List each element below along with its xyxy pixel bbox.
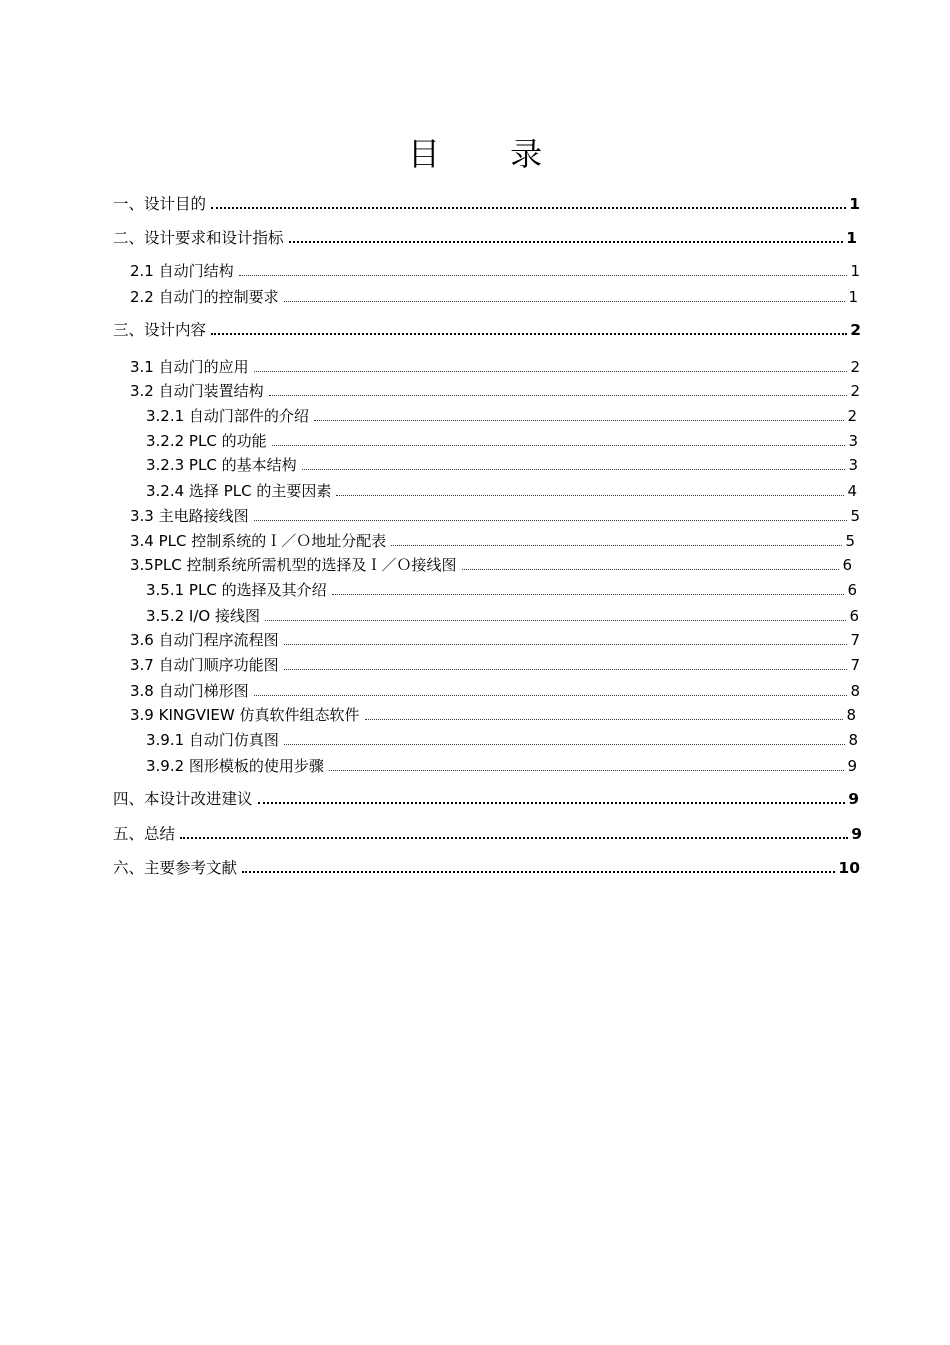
dot-leader bbox=[211, 207, 846, 209]
toc-entry-page-number: 2 bbox=[850, 382, 860, 400]
toc-entry-page-number: 4 bbox=[847, 482, 857, 500]
dot-leader bbox=[180, 837, 848, 839]
toc-entry-label: 3.1 自动门的应用 bbox=[130, 358, 249, 376]
toc-entry-label: 3.3 主电路接线图 bbox=[130, 507, 249, 525]
toc-entry-label: 3.4 PLC 控制系统的Ｉ／Ｏ地址分配表 bbox=[130, 532, 387, 550]
toc-entry-label: 3.5.2 I/O 接线图 bbox=[146, 607, 260, 625]
toc-entry-label: 四、本设计改进建议 bbox=[113, 790, 253, 808]
toc-entry-page-number: 8 bbox=[846, 706, 856, 724]
toc-entry-page-number: 8 bbox=[848, 731, 858, 749]
toc-entry-label: 3.9.1 自动门仿真图 bbox=[146, 731, 279, 749]
toc-entry[interactable] bbox=[130, 654, 860, 676]
toc-entry[interactable] bbox=[146, 480, 857, 502]
toc-entry[interactable] bbox=[130, 629, 860, 651]
dot-leader bbox=[329, 770, 845, 771]
toc-entry-page-number: 1 bbox=[850, 262, 860, 280]
dot-leader bbox=[391, 545, 842, 546]
toc-entry[interactable] bbox=[130, 260, 860, 282]
toc-entry-label: 3.9.2 图形模板的使用步骤 bbox=[146, 757, 324, 775]
toc-entry-label: 3.5.1 PLC 的选择及其介绍 bbox=[146, 581, 327, 599]
toc-entry-page-number: 1 bbox=[846, 229, 857, 247]
toc-entry-page-number: 3 bbox=[848, 456, 858, 474]
toc-entry[interactable] bbox=[146, 454, 858, 476]
toc-entry-label: 3.2.1 自动门部件的介绍 bbox=[146, 407, 309, 425]
toc-entry-page-number: 7 bbox=[850, 656, 860, 674]
toc-entry[interactable] bbox=[146, 755, 857, 777]
dot-leader bbox=[336, 495, 844, 496]
toc-entry-page-number: 6 bbox=[847, 581, 857, 599]
dot-leader bbox=[258, 802, 846, 804]
toc-entry-page-number: 5 bbox=[850, 507, 860, 525]
toc-entry-page-number: 2 bbox=[847, 407, 857, 425]
dot-leader bbox=[254, 520, 848, 521]
dot-leader bbox=[265, 620, 846, 621]
toc-entry-page-number: 9 bbox=[848, 790, 859, 808]
toc-entry[interactable] bbox=[113, 788, 859, 810]
toc-entry-label: 3.2.4 选择 PLC 的主要因素 bbox=[146, 482, 332, 500]
toc-entry-label: 3.2.3 PLC 的基本结构 bbox=[146, 456, 297, 474]
dot-leader bbox=[332, 594, 845, 595]
dot-leader bbox=[284, 644, 848, 645]
toc-title: 目 录 bbox=[407, 135, 573, 173]
toc-entry-label: 三、设计内容 bbox=[113, 321, 207, 339]
toc-entry-page-number: 5 bbox=[845, 532, 855, 550]
dot-leader bbox=[302, 469, 846, 470]
toc-entry-label: 一、设计目的 bbox=[113, 195, 207, 213]
toc-entry[interactable] bbox=[113, 193, 860, 215]
toc-entry-page-number: 10 bbox=[838, 859, 860, 877]
toc-entry-page-number: 9 bbox=[847, 757, 857, 775]
dot-leader bbox=[284, 301, 846, 302]
toc-entry-label: 3.2.2 PLC 的功能 bbox=[146, 432, 267, 450]
dot-leader bbox=[254, 371, 848, 372]
toc-entry[interactable] bbox=[130, 554, 852, 576]
toc-entry[interactable] bbox=[146, 405, 857, 427]
dot-leader bbox=[269, 395, 848, 396]
toc-entry[interactable] bbox=[146, 579, 857, 601]
toc-entry[interactable] bbox=[130, 356, 860, 378]
toc-entry[interactable] bbox=[146, 605, 859, 627]
toc-entry-page-number: 2 bbox=[850, 358, 860, 376]
toc-entry[interactable] bbox=[130, 530, 855, 552]
dot-leader bbox=[289, 241, 844, 243]
toc-entry-label: 2.2 自动门的控制要求 bbox=[130, 288, 279, 306]
toc-entry[interactable] bbox=[113, 857, 860, 879]
toc-entry-label: 2.1 自动门结构 bbox=[130, 262, 234, 280]
toc-entry-label: 六、主要参考文献 bbox=[113, 859, 238, 877]
toc-entry-label: 五、总结 bbox=[113, 825, 176, 843]
dot-leader bbox=[365, 719, 844, 720]
toc-entry[interactable] bbox=[113, 227, 857, 249]
dot-leader bbox=[462, 569, 840, 570]
toc-entry[interactable] bbox=[130, 286, 858, 308]
toc-entry-label: 3.8 自动门梯形图 bbox=[130, 682, 249, 700]
dot-leader bbox=[211, 333, 847, 335]
toc-entry[interactable] bbox=[130, 680, 860, 702]
dot-leader bbox=[239, 275, 848, 276]
toc-entry-page-number: 1 bbox=[849, 195, 860, 213]
toc-entry[interactable] bbox=[146, 729, 858, 751]
dot-leader bbox=[242, 871, 835, 873]
toc-entry-label: 3.2 自动门装置结构 bbox=[130, 382, 264, 400]
toc-entry-page-number: 3 bbox=[848, 432, 858, 450]
toc-entry-label: 二、设计要求和设计指标 bbox=[113, 229, 284, 247]
toc-entry[interactable] bbox=[113, 319, 861, 341]
dot-leader bbox=[284, 669, 848, 670]
toc-entry-page-number: 9 bbox=[851, 825, 862, 843]
toc-entry-page-number: 6 bbox=[842, 556, 852, 574]
toc-entry-label: 3.5PLC 控制系统所需机型的选择及Ｉ／Ｏ接线图 bbox=[130, 556, 457, 574]
toc-entry[interactable] bbox=[130, 380, 860, 402]
toc-entry[interactable] bbox=[146, 430, 858, 452]
toc-entry-page-number: 8 bbox=[850, 682, 860, 700]
toc-entry-page-number: 6 bbox=[849, 607, 859, 625]
toc-entry-page-number: 1 bbox=[848, 288, 858, 306]
dot-leader bbox=[314, 420, 845, 421]
toc-entry-label: 3.7 自动门顺序功能图 bbox=[130, 656, 279, 674]
toc-entry-page-number: 2 bbox=[850, 321, 861, 339]
toc-entry-label: 3.9 KINGVIEW 仿真软件组态软件 bbox=[130, 706, 360, 724]
dot-leader bbox=[284, 744, 846, 745]
toc-entry[interactable] bbox=[130, 704, 856, 726]
toc-entry-label: 3.6 自动门程序流程图 bbox=[130, 631, 279, 649]
toc-entry[interactable] bbox=[113, 823, 862, 845]
toc-entry[interactable] bbox=[130, 505, 860, 527]
toc-entry-page-number: 7 bbox=[850, 631, 860, 649]
dot-leader bbox=[272, 445, 846, 446]
dot-leader bbox=[254, 695, 848, 696]
